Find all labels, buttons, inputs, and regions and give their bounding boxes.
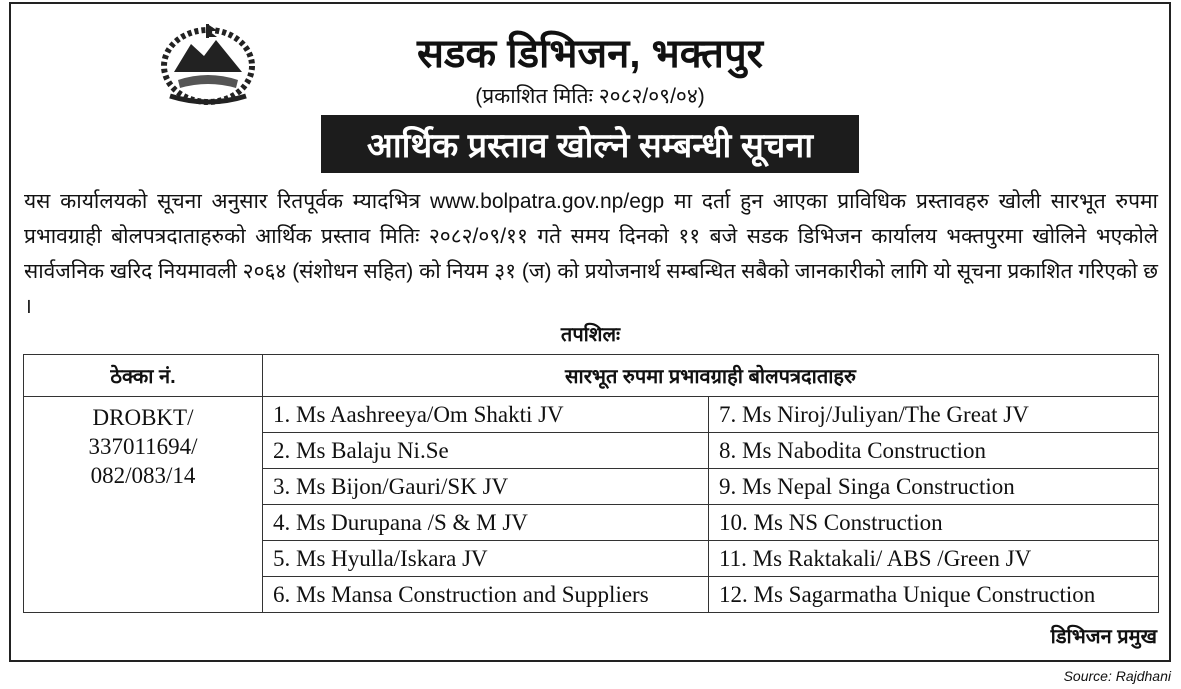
bidder-cell: 10. Ms NS Construction — [709, 505, 1159, 541]
bidder-cell: 4. Ms Durupana /S & M JV — [263, 505, 709, 541]
bidder-cell: 7. Ms Niroj/Juliyan/The Great JV — [709, 397, 1159, 433]
contract-number — [24, 397, 263, 613]
contract-line: 082/083/14 — [90, 463, 196, 488]
contract-line: DROBKT/ — [92, 405, 194, 430]
table-row — [24, 397, 1159, 433]
office-title: सडक डिभिजन, भक्तपुर — [416, 32, 764, 76]
published-date: (प्रकाशित मितिः २०८२/०९/०४) — [475, 85, 705, 108]
notice-title-banner — [321, 115, 859, 173]
details-heading: तपशिलः — [560, 324, 621, 346]
bidder-cell: 2. Ms Balaju Ni.Se — [263, 433, 709, 469]
bidder-cell: 11. Ms Raktakali/ ABS /Green JV — [709, 541, 1159, 577]
header-contract-no: ठेक्का नं. — [24, 355, 263, 397]
table-header-row — [24, 355, 1159, 397]
notice-paragraph: यस कार्यालयको सूचना अनुसार रितपूर्वक म्यादभित्र www.bolpatra.gov.np/egp मा दर्ता हुन आएका प्राविधिक प्रस्तावहरु खोली सारभूत रुपमा प्रभावग्राही बोलपत्रदाताहरुको आर्थिक प्रस्ताव मितिः २०८२/०९/११ गते समय दिनको ११ बजे सडक डिभिजन कार्यालय भक्तपुरमा खोलिने भएकोले सार्वजनिक खरिद नियमावली २०६४ (संशोधन सहित) को नियम ३१ (ज) को प्रयोजनार्थ सम्बन्धित सबैको जानकारीको लागि यो सूचना प्रकाशित गरिएको छ । — [24, 190, 1158, 318]
bidder-cell: 1. Ms Aashreeya/Om Shakti JV — [263, 397, 709, 433]
bidder-cell: 9. Ms Nepal Singa Construction — [709, 469, 1159, 505]
header-bidders: सारभूत रुपमा प्रभावग्राही बोलपत्रदाताहरु — [263, 355, 1159, 397]
bidder-cell: 6. Ms Mansa Construction and Suppliers — [263, 577, 709, 613]
bidder-cell: 12. Ms Sagarmatha Unique Construction — [709, 577, 1159, 613]
bidder-cell: 3. Ms Bijon/Gauri/SK JV — [263, 469, 709, 505]
notice-title: आर्थिक प्रस्ताव खोल्ने सम्बन्धी सूचना — [366, 127, 814, 165]
signatory: डिभिजन प्रमुख — [1050, 626, 1157, 648]
bidders-table — [23, 354, 1159, 613]
bidder-cell: 5. Ms Hyulla/Iskara JV — [263, 541, 709, 577]
source-credit: Source: Rajdhani — [1063, 668, 1171, 684]
bidder-cell: 8. Ms Nabodita Construction — [709, 433, 1159, 469]
contract-line: 337011694/ — [88, 434, 198, 459]
nepal-government-emblem-icon — [156, 22, 260, 106]
